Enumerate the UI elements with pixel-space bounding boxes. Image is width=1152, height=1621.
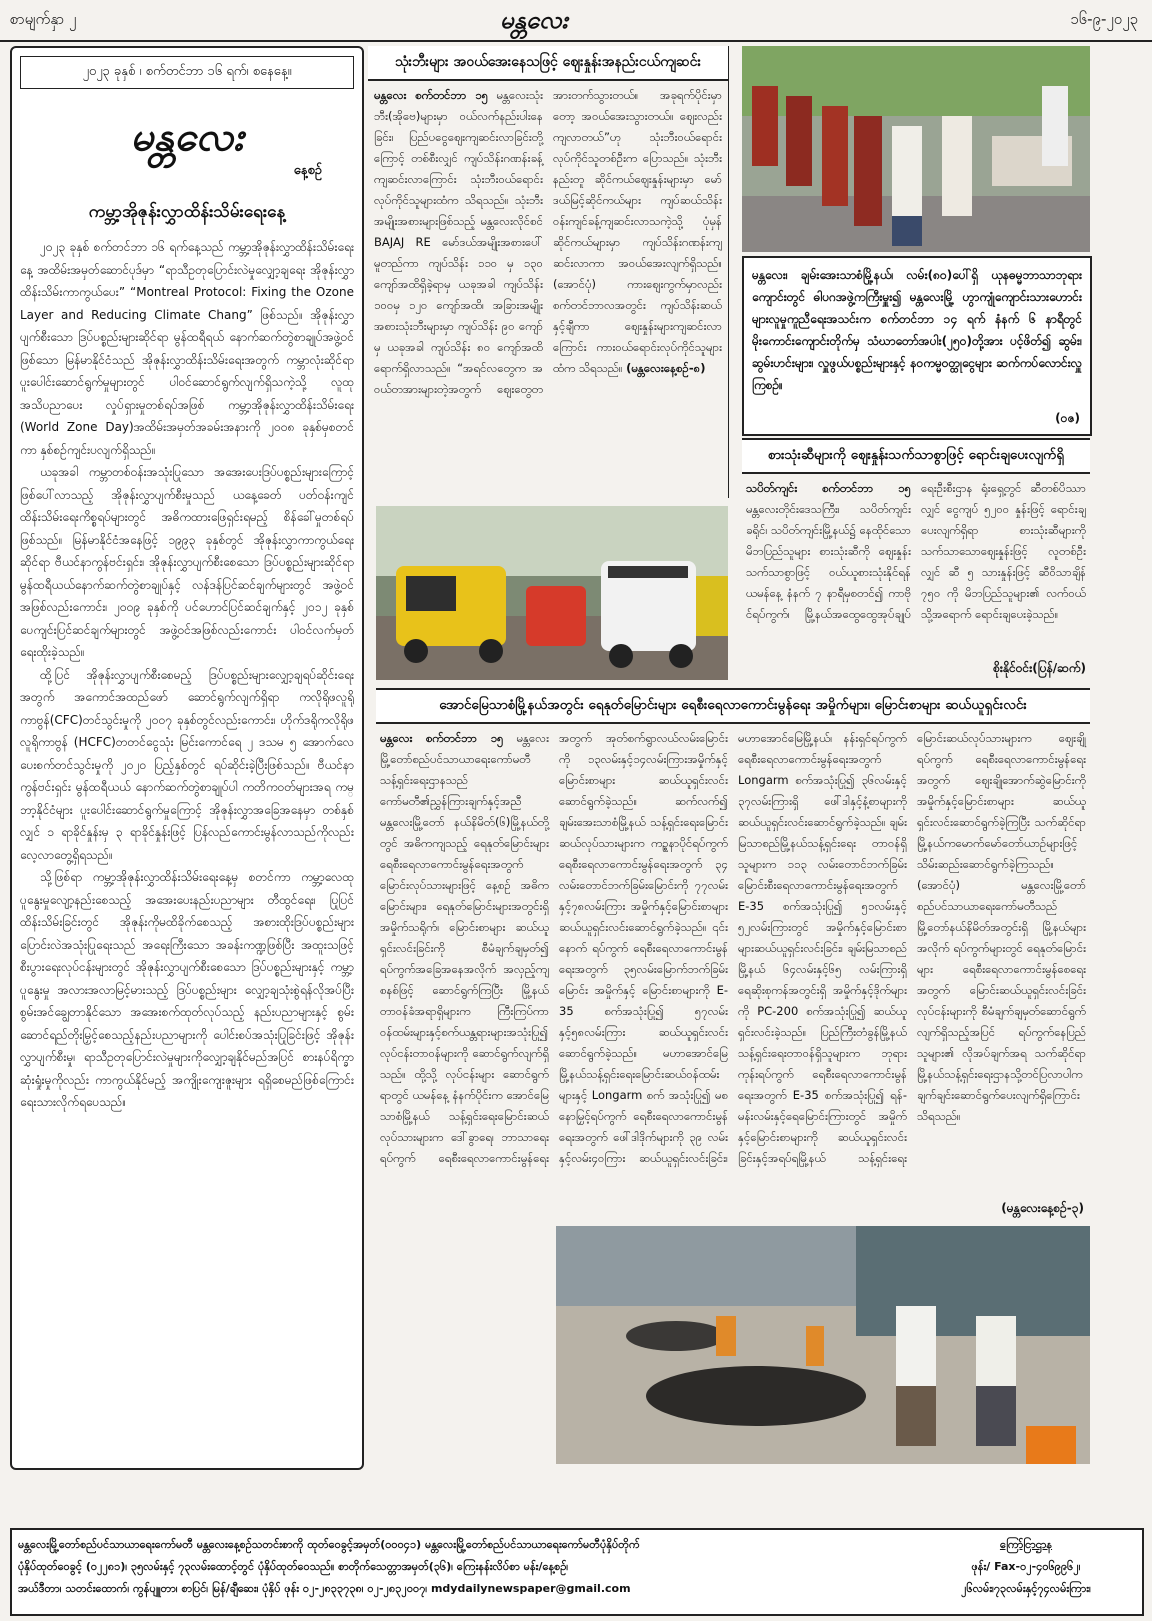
article-edible-oil-credit: စိုးနိုင်ဝင်း(ပြန်/ဆက်) [993, 661, 1086, 675]
editorial-paragraph: သို့ဖြစ်ရာ ကမ္ဘာ့အိုဇုန်းလွှာထိန်းသိမ်းရေးနေ့မှ စတင်ကာ ကမ္ဘာ့လေထုပူနွေးမှုလျော့နည်းစေသည့် အအေးပေးနည်းပညာများ တီထွင်ရေး၊ ပြုပြင်ထိန်းသိမ်းခြင်းတွင် အိုဇုန်းကိုမထိခိုက်စေသည့် အစားထိုးဒြပ်ပစ္စည်းများ ပြောင်းလဲအသုံးပြုရေးသည် အရေးကြီးသော အခန်းကဏ္ဍဖြစ်ပြီး အထူးသဖြင့် စီးပွားရေးလုပ်ငန်းများတွင် အိုဇုန်းလွှာပျက်စီးစေသော ဒြပ်ပစ္စည်းများနှင့် ကမ္ဘာ့ပူနွေးမှု အလားအလာမြင့်မားသည့် ဒြပ်ပစ္စည်းများ လျှော့ချသုံးစွဲရန်လိုအပ်ပြီး စွမ်းအင်ချွေတာနိုင်သော အအေးစက်ထုတ်လုပ်သည့် နည်းပညာများနှင့် စွမ်းဆောင်ရည်တိုးမြှင့်စေသည့်နည်းပညာများကို ပေါင်းစပ်အသုံးပြုခြင်းဖြင့် အိုဇုန်းလွှာပျက်စီးမှု၊ ရာသီဥတုပြောင်းလဲမှုများကိုလျှော့ချနိုင်မည်အပြင် စားနပ်ရိက္ခာဆုံးရှုံးမှုကိုလည်း ကာကွယ်နိုင်မည့် အကျိုးကျေးဇူးများ ရရှိစေမည်ဖြစ်ကြောင်း ရေးသားလိုက်ရပေသည်။ [20, 870, 354, 1109]
imprint-line-3: အယ်ဒီတာ၊ သတင်းထောက်၊ ကွန်ပျူတာ၊ စာပြင်၊ မြန်/ချီဆေး၊ ပုံနှိပ် ဖုန်း ၀၂-၂၈၃၃၇၃၈၊ ၀၂-၂၈၃၂၀၀၇၊ mdydailynewspaper@gmail.com [18, 1582, 631, 1595]
editorial-title: ကမ္ဘာ့အိုဇုန်းလွှာထိန်းသိမ်းရေးနေ့ [88, 202, 286, 222]
article-drainage-title: အောင်မြေသာစံမြို့နယ်အတွင်း ရေနုတ်မြောင်းများ ရေစီးရေလာကောင်းမွန်ရေး အမှိုက်များ၊ မြောင်းစာများ ဆယ်ယူရှင်းလင်း [376, 688, 1090, 724]
editorial-paragraph: ထို့ပြင် အိုဇုန်းလွှာပျက်စီးစေမည့် ဒြပ်ပစ္စည်းများလျှော့ချရပ်ဆိုင်းရေးအတွက် အကောင်အထည်ဖော် ဆောင်ရွက်လျက်ရှိရာ ကလိုရိုဖလူရိုကာဗွန်(CFC)တင်သွင်းမှုကို ၂၀၀၇ ခုနှစ်တွင်လည်းကောင်း၊ ဟိုက်ဒရိုကလိုရိုဖလူရိုကာဗွန် (HCFC)တတင်ငွေသုံး မြင်းကောင်ရေ ၂ ဒသမ ၅ အောက်လေပေးစက်တင်သွင်းမှုကို ၂၀၂၀ ပြည့်နှစ်တွင် ရပ်ဆိုင်းခဲ့ပြီးဖြစ်သည်။ ဗီယင်နာကွန်ဗင်းရှင်း မွန်ထရီယယ် နောက်ဆက်တွဲစာချုပ်ပါ ကတိကဝတ်များအရ ကမ္ဘာ့နိုင်ငံများ ပူးပေါင်းဆောင်ရွက်မှုကြောင့် အိုဇုန်းလွှာအခြေအနေမှာ တစ်နှစ်လျှင် ၁ ရာခိုင်နှုန်းမှ ၃ ရာခိုင်နှုန်းဖြင့် ပြန်လည်ကောင်းမွန်လာသည်ကိုလည်း လေ့လာတွေ့ရှိရသည်။ [20, 667, 354, 862]
ad-dept-address: ၂၆လမ်း၊၇၃လမ်းနှင့်၇၄လမ်းကြား၊ [961, 1582, 1091, 1595]
editorial-box [10, 46, 364, 1470]
article-edible-oil [742, 438, 1090, 678]
article-edible-oil-body: မန္တလေးတိုင်းဒေသကြီး၊ သပိတ်ကျင်းခရိုင်၊ သပိတ်ကျင်းမြို့နယ်၌ နေထိုင်သော မိဘပြည်သူများ စားသုံးဆီကို ဈေးနှုန်းသက်သာစွာဖြင့် ဝယ်ယူစားသုံးနိုင်ရန် ယမန်နေ့ နံနက် ၇ နာရီမှစတင်၍ ကာဗိုင်ရပ်ကွက်၊ မြို့နယ်အထွေထွေအုပ်ချုပ်ရေးဦးစီးဌာန ရုံးရှေ့တွင် ဆီတစ်ပိဿာလျှင် ငွေကျပ် ၅၂၀၀ နှုန်းဖြင့် ရောင်းချပေးလျက်ရှိရာ စားသုံးဆီများကို သက်သာသောဈေးနှုန်းဖြင့် လူတစ်ဦးလျှင် ဆီ ၅ သားနှုန်းဖြင့် ဆီဝိသာချိန် ၇၅၀ ကို မိဘပြည်သူများ၏ လက်ဝယ်သို့အရောက် ရောင်းချပေးခဲ့သည်။ [746, 481, 1086, 621]
article-vehicles [368, 46, 729, 498]
alms-caption-credit: (ဝဇ) [1055, 411, 1080, 425]
article-vehicles-body: မန္တလေးသုံးဘီး(အိုဗေ)များမှာ ဝယ်လက်နည်းပါးနေခြင်း၊ ပြည်ပငွေဈေးကျဆင်းလာခြင်းတို့ကြောင့် တစ်စီးလျှင် ကျပ်သိန်းဂဏန်းခန့်ကျဆင်းလာကြောင်း သုံးဘီးဝယ်ရောင်းလုပ်ကိုင်သူများထံက သိရသည်။ သုံးဘီးအမျိုးအစားများဖြစ်သည့် မန္တလေးလိုင်စင် BAJAJ RE မော်ဒယ်အမျိုးအစားပေါ်မူတည်ကာ ကျပ်သိန်း ၁၁၀ မှ ၁၃၀ ကျော်အထိရှိခဲ့ရာမှ ယခုအခါ ကျပ်သိန်း ၁၀၀မှ ၁၂၀ ကျော်အထိ၊ အခြားအမျိုးအစားသုံးဘီးများမှာ ကျပ်သိန်း ၉၀ ကျော်မှ ယခုအခါ ကျပ်သိန်း ၈၀ ကျော်အထိ ရောက်ရှိလာသည်။ “အရင်လတွေက အဝယ်တအားများတဲ့အတွက် ဈေးတွေတအားတက်သွားတယ်။ အခုရက်ပိုင်းမှာတော့ အဝယ်အေးသွားတယ်။ ဈေးလည်းကျလာတယ်”ဟု သုံးဘီးဝယ်ရောင်းလုပ်ကိုင်သူတစ်ဦးက ပြောသည်။ သုံးဘီးနည်းတူ ဆိုင်ကယ်ဈေးနှုန်းများမှာ မော်ဒယ်မြင့်ဆိုင်ကယ်များ ကျပ်ဆယ်သိန်းဝန်းကျင်ခန့်ကျဆင်းလာသကဲ့သို့ ပုံမှန်ဆိုင်ကယ်များမှာ ကျပ်သိန်းဂဏန်းကျဆင်းလာကာ အဝယ်အေးလျက်ရှိသည်။ (အောင်ပုံ) ကားဈေးကွက်မှာလည်း စက်တင်ဘာလအတွင်း ကျပ်သိန်းဆယ်နှင့်ချီကာ ဈေးနှုန်းများကျဆင်းလာကြောင်း ကားဝယ်ရောင်းလုပ်ကိုင်သူများထံက သိရသည်။ [374, 88, 722, 396]
alms-caption: မန္တလေး၊ ချမ်းအေးသာစံမြို့နယ်၊ လမ်း(၈၀)ပေါ်ရှိ ယုနဓမ္မဘာသာဘုရားကျောင်းတွင် ဓါပဂအဖွဲ့ကကြီးမှူး၍ မန္တလေးမြို့ ဟွာကျုံကျောင်းသားဟောင်းများလူမှုကူညီရေးအသင်းက စက်တင်ဘာ ၁၄ ရက် နံနက် ၆ နာရီတွင် မိုးကောင်းကျောင်းတိုက်မှ သံဃာတော်အပါး(၂၅၀)တို့အား ပင့်ဖိတ်၍ ဆွမ်း၊ ဆွမ်းဟင်းများ၊ လှူဖွယ်ပစ္စည်းများနှင့် နဝကမ္မဝတ္ထုငွေများ ဆက်ကပ်လောင်းလှူကြစဉ်။ [752, 268, 1082, 392]
advertising-box [916, 1534, 1136, 1600]
photo-three-wheelers [376, 506, 728, 680]
editorial-body [12, 236, 362, 1114]
masthead-bar [0, 0, 1152, 42]
ad-dept-title: ကြော်ငြာဌာန [999, 1538, 1053, 1551]
newspaper-logo: မန္တလေး [500, 6, 568, 34]
article-drainage [376, 688, 1090, 1218]
alms-ceremony-photo [742, 46, 1090, 252]
tuk-tuk-photo [376, 506, 728, 680]
editorial-paragraph: ယခုအခါ ကမ္ဘာတစ်ဝန်းအသုံးပြုသော အအေးပေးဒြပ်ပစ္စည်းများကြောင့် ဖြစ်ပေါ်လာသည့် အိုဇုန်းလွှာပျက်စီးမှုသည် ယနေ့ခေတ် ပတ်ဝန်းကျင်ထိန်းသိမ်းရေးကိစ္စရပ်များတွင် အဓိကထားဖြေရှင်းရမည့် စိန်ခေါ်မှုတစ်ရပ်ဖြစ်သည်။ မြန်မာနိုင်ငံအနေဖြင့် ၁၉၉၃ ခုနှစ်တွင် အိုဇုန်းလွှာကာကွယ်ရေးဆိုင်ရာ ဗီယင်နာကွန်ဗင်းရှင်း၊ အိုဇုန်းလွှာပျက်စီးစေသော ဒြပ်ပစ္စည်းများဆိုင်ရာ မွန်ထရီယယ်နောက်ဆက်တွဲစာချုပ်နှင့် လန်ဒန်ပြင်ဆင်ချက်များတွင် အဖွဲ့ဝင်အဖြစ်လည်းကောင်း၊ ၂၀၀၉ ခုနှစ်ကို ပင်ဟောင်ပြင်ဆင်ချက်နှင့် ၂၀၁၂ ခုနှစ် ပေကျင်းပြင်ဆင်ချက်များတွင် အဖွဲ့ဝင်အဖြစ်လည်းကောင်း ပါဝင်လက်မှတ်ရေးထိုးခဲ့သည်။ [20, 465, 354, 659]
imprint-footer [10, 1528, 1144, 1616]
photo-monks-alms [742, 46, 1090, 252]
editorial-paragraph: ၂၀၂၃ ခုနှစ် စက်တင်ဘာ ၁၆ ရက်နေ့သည် ကမ္ဘာ့အိုဇုန်းလွှာထိန်းသိမ်းရေးနေ့ အထိမ်းအမှတ်ဆောင်ပုဒ်မှာ “ရာသီဥတုပြောင်းလဲမှုလျှော့ချရေး အိုဇုန်းလွှာထိန်းသိမ်းကာကွယ်ပေး” “Montreal Protocol: Fixing the Ozone Layer and Reducing Climate Chang” ဖြစ်သည်။ အိုဇုန်းလွှာပျက်စီးသော ဒြပ်ပစ္စည်းများဆိုင်ရာ မွန်ထရီရယ် နောက်ဆက်တွဲစာချုပ်အဖွဲ့ဝင်ဖြစ်သော မြန်မာနိုင်ငံသည် အိုဇုန်းလွှာထိန်းသိမ်းရေးအတွက် ကမ္ဘာလုံးဆိုင်ရာ ပူးပေါင်းဆောင်ရွက်မှုများတွင် ပါဝင်ဆောင်ရွက်လျက်ရှိသကဲ့သို့ လူထုအသိပညာပေး လှုပ်ရှားမှုတစ်ရပ်အဖြစ် ကမ္ဘာ့အိုဇုန်းလွှာထိန်းသိမ်းရေး (World Zone Day)အထိမ်းအမှတ်အခမ်းအနားကို ၂၀၀၈ ခုနှစ်မှစတင်ကာ နှစ်စဉ်ကျင်းပလျက်ရှိသည်။ [20, 240, 354, 457]
editorial-logo-sub: နေ့စဉ် [293, 163, 322, 178]
article-edible-oil-title: စားသုံးဆီများကို ဈေးနှုန်းသက်သာစွာဖြင့် ရောင်းချပေးလျက်ရှိ [742, 438, 1090, 474]
drain-cleaning-photo [556, 1226, 1090, 1464]
page-number: စာမျက်နှာ ၂ [10, 10, 77, 28]
article-vehicles-byline: မန္တလေး စက်တင်ဘာ ၁၅ [374, 88, 489, 102]
article-drainage-body: မန္တလေးမြို့တော်စည်ပင်သာယာရေးကော်မတီ သန့်ရှင်းရေးဌာနသည် ကော်မတီ၏ညွှန်ကြားချက်နှင့်အညီ မန္တလေးမြို့တော် နယ်နိမိတ်(၆)မြို့နယ်တို့တွင် အဓိကကျသည့် ရေနုတ်မြောင်းများ ရေစီးရေလာကောင်းမွန်ရေးအတွက် မြောင်းလုပ်သားများဖြင့် နေ့စဉ် အဓိကမြောင်းများ၊ ရေနုတ်မြောင်းများအတွင်းရှိ အမှိုက်သရိုက်၊ မြောင်းစာများ ဆယ်ယူရှင်းလင်းခြင်းကို စီမံချက်ချမှတ်၍ ရပ်ကွက်အခြေအနေအလိုက် အလှည့်ကျစနစ်ဖြင့် ဆောင်ရွက်ကြပြီး မြို့နယ်တာဝန်ခံအရာရှိများက ကြီးကြပ်ကာ ဝန်ထမ်းများနှင့်စက်ယန္တရားများအသုံးပြု၍ လုပ်ငန်းတာဝန်များကို ဆောင်ရွက်လျက်ရှိသည်။ ထို့သို့ လုပ်ငန်းများ ဆောင်ရွက်ရာတွင် ယမန်နေ့ နံနက်ပိုင်းက အောင်မြေသာစံမြို့နယ် သန့်ရှင်းရေးမြောင်းဆယ်လုပ်သားများက ဒေါ်ခွာရေ၊ ဘာသာရေးရပ်ကွက် ရေစီးရေလာကောင်းမွန်ရေးအတွက် အုတ်စက်ရွာလယ်လမ်းမြောင်းကို ၁၃လမ်းနှင့်၁၄လမ်းကြားအမှိုက်နှင့်မြောင်းစာများ ဆယ်ယူရှင်းလင်း ဆောင်ရွက်ခဲ့သည်။ ဆက်လက်၍ ချမ်းအေးသာစံမြို့နယ် သန့်ရှင်းရေးမြောင်းဆယ်လုပ်သားများက ကဥ္စနာပိုင်ရပ်ကွက် ရေစီးရေလာကောင်းမွန်ရေးအတွက် ၃၄ လမ်းတောင်ဘက်ခြမ်းမြောင်းကို ၇၇လမ်းနှင့်၇၈လမ်းကြား အမှိုက်နှင့်မြောင်းစာများ ဆယ်ယူရှင်းလင်းဆောင်ရွက်ခဲ့သည်။ ၎င်းနောက် ရပ်ကွက် ရေစီးရေလာကောင်းမွန်ရေးအတွက် ၃၅လမ်းမြောက်ဘက်ခြမ်းမြောင်း အမှိုက်နှင့် မြောင်းစာများကို E-35 စက်အသုံးပြု၍ ၅၇လမ်းနှင့်၅၈လမ်းကြား ဆယ်ယူရှင်းလင်းဆောင်ရွက်ခဲ့သည်။ မဟာအောင်မြေမြို့နယ်သန့်ရှင်းရေးမြောင်းဆယ်ဝန်ထမ်းများနှင့် Longarm စက် အသုံးပြု၍ မစနောမြှင့်ရပ်ကွက် ရေစီးရေလာကောင်းမွန်ရေးအတွက် ဖေါ်ဒါဒိုက်များကို ၃၉ လမ်းနှင့်လမ်း၄၀ကြား ဆယ်ယူရှင်းလင်းခြင်း၊ မဟာအောင်မြေမြို့နယ်၊ နန်းရှင်ရပ်ကွက် ရေစီးရေလာကောင်းမွန်ရေးအတွက် Longarm စက်အသုံးပြု၍ ၃၆လမ်းနှင့် ၃၇လမ်းကြားရှိ ဖေါ်ဒါနှင့်နံ့စာများကို ဆယ်ယူရှင်းလင်းဆောင်ရွက်ခဲ့သည်။ ချမ်းမြသာစည်မြို့နယ်သန့်ရှင်းရေး တာဝန်ရှိသူများက ၁၁၃ လမ်းတောင်ဘက်ခြမ်း မြောင်းစီးရေလာကောင်းမွန်ရေးအတွက် E-35 စက်အသုံးပြု၍ ၅၁လမ်းနှင့် ၅၂လမ်းကြားတွင် အမှိုက်နှင့်မြောင်းစာများဆယ်ယူရှင်းလင်းခြင်း၊ ချမ်းမြသာစည်မြို့နယ် ၆၄လမ်းနှင့်၆၅ လမ်းကြားရှိ ရေဆိုးစုကန်အတွင်းရှိ အမှိုက်နှင့်ဒိုက်များကို PC-200 စက်အသုံးပြု၍ ဆယ်ယူရှင်းလင်းခဲ့သည်။ ပြည်ကြီးတံခွန်မြို့နယ် သန့်ရှင်းရေးတာဝန်ရှိသူများက ဘုရားကုန်းရပ်ကွက် ရေစီးရေလာကောင်းမွန်ရေးအတွက် E-35 စက်အသုံးပြု၍ ရန်-မန်းလမ်းနှင့်ရေမြောင်းကြားတွင် အမှိုက်နှင့်မြောင်းစာများကို ဆယ်ယူရှင်းလင်းခြင်းနှင့်အရပ်ရမြို့နယ် သန့်ရှင်းရေး မြောင်းဆယ်လုပ်သားများက ဈေးချိုရပ်ကွက် ရေစီးရေလာကောင်းမွန်ရေးအတွက် ဈေးချိုအောက်ဆွဲမြောင်းကို အမှိုက်နှင့်မြောင်းစာများ ဆယ်ယူရှင်းလင်းဆောင်ရွက်ခဲ့ကြပြီး သက်ဆိုင်ရာမြို့နယ်ကမောက်မော်တော်ယာဉ်များဖြင့် သိမ်းဆည်းဆောင်ရွက်ခဲ့ကြသည်။ (အောင်ပုံ) မန္တလေးမြို့တော်စည်ပင်သာယာရေးကော်မတီသည် မြို့တော်နယ်နိမိတ်အတွင်းရှိ မြို့နယ်များအလိုက် ရပ်ကွက်များတွင် ရေနုတ်မြောင်းများ ရေစီးရေလာကောင်းမွန်စေရေးအတွက် မြောင်းဆယ်ယူရှင်းလင်းခြင်းလုပ်ငန်းများကို စီမံချက်ချမှတ်ဆောင်ရွက်လျက်ရှိသည့်အပြင် ရပ်ကွက်နေပြည်သူများ၏ လိုအပ်ချက်အရ သက်ဆိုင်ရာမြို့နယ်သန့်ရှင်းရေးဌာနသို့တင်ပြလာပါက ချက်ချင်းဆောင်ရွက်ပေးလျက်ရှိကြောင်း သိရသည်။ [380, 731, 1086, 1165]
alms-caption-box [742, 256, 1092, 436]
imprint-line-1: မန္တလေးမြို့တော်စည်ပင်သာယာရေးကော်မတီ မန္တလေးနေ့စဉ်သတင်းစာကို ထုတ်ဝေခွင့်အမှတ်(၀၀၀၄၁) မန္တလေးမြို့တော်စည်ပင်သာယာရေးကော်မတီပုံနှိပ်တိုက် [18, 1538, 640, 1551]
article-vehicles-title: သုံးဘီးများ အဝယ်အေးနေသဖြင့် ဈေးနှုန်းအနည်းငယ်ကျဆင်း [368, 46, 728, 81]
imprint-line-2: ပုံနှိပ်ထုတ်ဝေခွင့် (၀၂၂၈၁)၊ ၃၅လမ်းနှင့် ၇၃လမ်းထောင့်တွင် ပုံနှိပ်ထုတ်ဝေသည်။ စာတိုက်သေတ္တာအမှတ်(၃၆)၊ ကြေးနန်းလိပ်စာ မန်း/နေ့စဉ်၊ [18, 1560, 569, 1573]
issue-date: ၁၆-၉-၂၀၂၃ [1070, 10, 1138, 28]
article-drainage-byline: မန္တလေး စက်တင်ဘာ ၁၅ [380, 731, 504, 745]
article-vehicles-credit: (မန္တလေးနေ့စဉ်-၈) [626, 361, 706, 375]
photo-drain-workers [556, 1226, 1090, 1464]
editorial-logo: မန္တလေး နေ့စဉ် [12, 97, 362, 187]
editorial-dateline: ၂၀၂၃ ခုနှစ် ၊ စက်တင်ဘာ ၁၆ ရက်၊ စနေနေ့။ [20, 56, 354, 89]
article-drainage-credit: (မန္တလေးနေ့စဉ်-၃) [1001, 1201, 1084, 1215]
ad-dept-phone: ဖုန်း/ Fax-၀၂-၄၀၆၉၉၆၂၊ [971, 1560, 1081, 1573]
article-edible-oil-byline: သပိတ်ကျင်း စက်တင်ဘာ ၁၅ [746, 481, 911, 495]
